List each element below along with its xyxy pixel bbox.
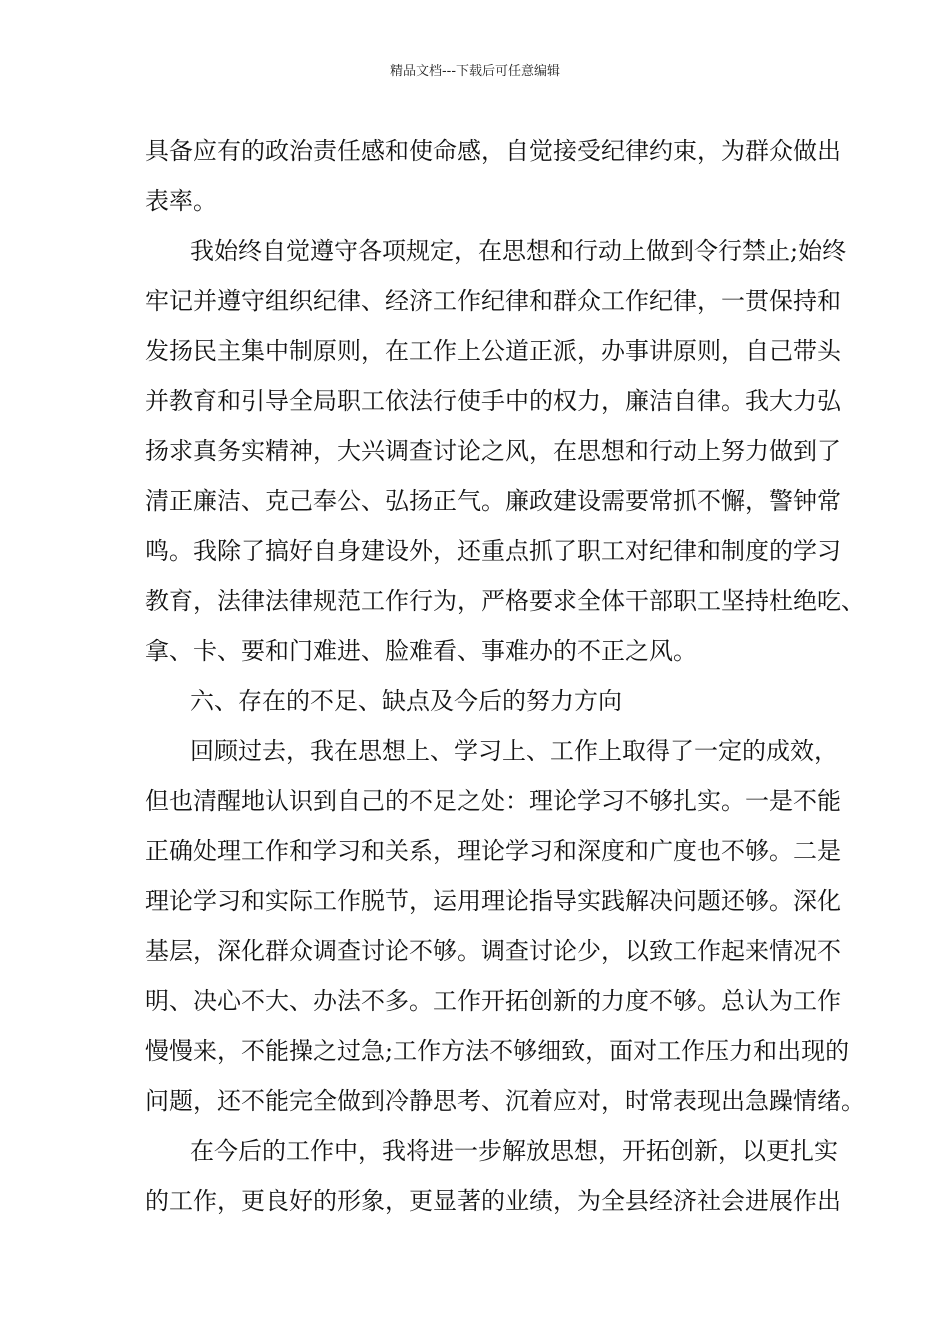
text-line: 慢慢来，不能操之过急;工作方法不够细致，面对工作压力和出现的 xyxy=(145,1037,850,1065)
text-line: 理论学习和实际工作脱节，运用理论指导实践解决问题还够。深化 xyxy=(145,887,841,915)
paragraph-start-line: 我始终自觉遵守各项规定，在思想和行动上做到令行禁止;始终 xyxy=(190,237,847,265)
text-line: 拿、卡、要和门难进、脸难看、事难办的不正之风。 xyxy=(145,637,697,665)
paragraph-start-line: 在今后的工作中，我将进一步解放思想，开拓创新，以更扎实 xyxy=(190,1137,838,1165)
text-line: 问题，还不能完全做到冷静思考、沉着应对，时常表现出急躁情绪。 xyxy=(145,1087,865,1115)
text-line: 具备应有的政治责任感和使命感，自觉接受纪律约束，为群众做出 xyxy=(145,137,841,165)
text-line: 正确处理工作和学习和关系，理论学习和深度和广度也不够。二是 xyxy=(145,837,841,865)
text-line: 清正廉洁、克己奉公、弘扬正气。廉政建设需要常抓不懈，警钟常 xyxy=(145,487,841,515)
page-header: 精品文档---下载后可任意编辑 xyxy=(389,64,561,79)
text-line: 鸣。我除了搞好自身建设外，还重点抓了职工对纪律和制度的学习 xyxy=(145,537,841,565)
text-line: 并教育和引导全局职工依法行使手中的权力，廉洁自律。我大力弘 xyxy=(145,387,841,415)
text-line: 牢记并遵守组织纪律、经济工作纪律和群众工作纪律，一贯保持和 xyxy=(145,287,841,315)
text-line: 教育，法律法律规范工作行为，严格要求全体干部职工坚持杜绝吃、 xyxy=(145,587,865,615)
text-line: 明、决心不大、办法不多。工作开拓创新的力度不够。总认为工作 xyxy=(145,987,841,1015)
text-line: 基层，深化群众调查讨论不够。调查讨论少，以致工作起来情况不 xyxy=(145,937,841,965)
text-line: 发扬民主集中制原则，在工作上公道正派，办事讲原则，自己带头 xyxy=(145,337,841,365)
paragraph-start-line: 回顾过去，我在思想上、学习上、工作上取得了一定的成效， xyxy=(190,737,838,765)
text-line: 扬求真务实精神，大兴调查讨论之风，在思想和行动上努力做到了 xyxy=(145,437,841,465)
section-heading: 六、存在的不足、缺点及今后的努力方向 xyxy=(190,687,622,715)
text-line: 表率。 xyxy=(145,187,217,215)
text-line: 但也清醒地认识到自己的不足之处：理论学习不够扎实。一是不能 xyxy=(145,787,841,815)
text-line: 的工作，更良好的形象，更显著的业绩，为全县经济社会进展作出 xyxy=(145,1187,841,1215)
